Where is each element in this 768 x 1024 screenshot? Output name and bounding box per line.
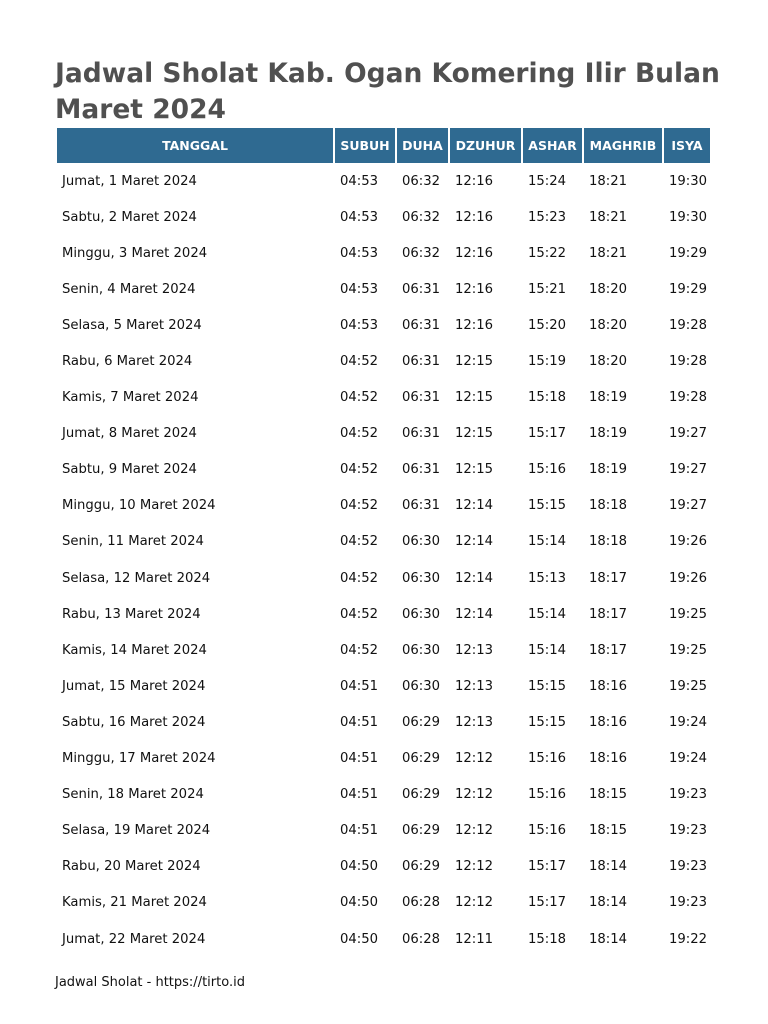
maghrib-cell: 18:20 [589,281,628,297]
subuh-cell: 04:52 [340,642,379,658]
date-cell: Kamis, 21 Maret 2024 [62,895,207,911]
maghrib-cell: 18:21 [589,209,628,225]
duha-cell: 06:30 [402,534,441,550]
duha-cell: 06:31 [402,426,441,442]
table-body [57,163,710,957]
dzuhur-cell: 12:14 [455,606,494,622]
isya-cell: 19:27 [669,498,708,514]
date-cell: Sabtu, 9 Maret 2024 [62,462,197,478]
table-row [57,307,710,343]
table-header [57,128,710,163]
date-cell: Rabu, 13 Maret 2024 [62,606,201,622]
date-cell: Minggu, 17 Maret 2024 [62,751,216,767]
subuh-cell: 04:52 [340,354,379,370]
isya-cell: 19:28 [669,390,708,406]
table-row [57,813,710,849]
dzuhur-cell: 12:16 [455,281,494,297]
subuh-cell: 04:51 [340,714,379,730]
ashar-cell: 15:18 [528,390,567,406]
table-row [57,596,710,632]
header-duha: DUHA [397,128,448,163]
header-row [57,128,710,163]
date-cell: Minggu, 10 Maret 2024 [62,498,216,514]
table-row [57,199,710,235]
table-row [57,885,710,921]
ashar-cell: 15:16 [528,823,567,839]
duha-cell: 06:31 [402,354,441,370]
ashar-cell: 15:17 [528,426,567,442]
ashar-cell: 15:24 [528,173,567,189]
isya-cell: 19:25 [669,678,708,694]
duha-cell: 06:30 [402,570,441,586]
isya-cell: 19:28 [669,317,708,333]
table-row [57,741,710,777]
ashar-cell: 15:15 [528,498,567,514]
duha-cell: 06:31 [402,317,441,333]
duha-cell: 06:32 [402,245,441,261]
table-row [57,380,710,416]
date-cell: Senin, 18 Maret 2024 [62,787,204,803]
date-cell: Jumat, 22 Maret 2024 [62,931,206,947]
dzuhur-cell: 12:14 [455,570,494,586]
table-row [57,921,710,957]
isya-cell: 19:24 [669,714,708,730]
isya-cell: 19:29 [669,281,708,297]
date-cell: Rabu, 6 Maret 2024 [62,354,193,370]
subuh-cell: 04:52 [340,426,379,442]
duha-cell: 06:30 [402,678,441,694]
ashar-cell: 15:16 [528,787,567,803]
maghrib-cell: 18:15 [589,787,628,803]
dzuhur-cell: 12:15 [455,390,494,406]
ashar-cell: 15:18 [528,931,567,947]
duha-cell: 06:29 [402,859,441,875]
date-cell: Selasa, 12 Maret 2024 [62,570,211,586]
subuh-cell: 04:51 [340,823,379,839]
isya-cell: 19:27 [669,462,708,478]
dzuhur-cell: 12:14 [455,498,494,514]
maghrib-cell: 18:21 [589,173,628,189]
duha-cell: 06:29 [402,751,441,767]
date-cell: Sabtu, 16 Maret 2024 [62,714,206,730]
header-dzuhur: DZUHUR [450,128,521,163]
isya-cell: 19:28 [669,354,708,370]
subuh-cell: 04:53 [340,317,379,333]
dzuhur-cell: 12:16 [455,245,494,261]
dzuhur-cell: 12:16 [455,209,494,225]
ashar-cell: 15:19 [528,354,567,370]
duha-cell: 06:28 [402,931,441,947]
dzuhur-cell: 12:11 [455,931,494,947]
dzuhur-cell: 12:12 [455,895,494,911]
subuh-cell: 04:50 [340,859,379,875]
ashar-cell: 15:22 [528,245,567,261]
dzuhur-cell: 12:13 [455,714,494,730]
duha-cell: 06:29 [402,787,441,803]
ashar-cell: 15:16 [528,462,567,478]
date-cell: Kamis, 7 Maret 2024 [62,390,199,406]
maghrib-cell: 18:18 [589,498,628,514]
dzuhur-cell: 12:13 [455,678,494,694]
subuh-cell: 04:52 [340,570,379,586]
dzuhur-cell: 12:16 [455,317,494,333]
duha-cell: 06:29 [402,714,441,730]
ashar-cell: 15:21 [528,281,567,297]
date-cell: Rabu, 20 Maret 2024 [62,859,201,875]
table-row [57,560,710,596]
dzuhur-cell: 12:12 [455,823,494,839]
duha-cell: 06:31 [402,498,441,514]
date-cell: Jumat, 1 Maret 2024 [62,173,197,189]
maghrib-cell: 18:16 [589,678,628,694]
table-row [57,452,710,488]
duha-cell: 06:31 [402,390,441,406]
isya-cell: 19:25 [669,606,708,622]
table-row [57,235,710,271]
subuh-cell: 04:52 [340,606,379,622]
maghrib-cell: 18:14 [589,895,628,911]
isya-cell: 19:24 [669,751,708,767]
table-row [57,777,710,813]
isya-cell: 19:23 [669,859,708,875]
date-cell: Kamis, 14 Maret 2024 [62,642,207,658]
date-cell: Selasa, 19 Maret 2024 [62,823,211,839]
maghrib-cell: 18:16 [589,751,628,767]
dzuhur-cell: 12:14 [455,534,494,550]
ashar-cell: 15:16 [528,751,567,767]
subuh-cell: 04:52 [340,534,379,550]
maghrib-cell: 18:14 [589,931,628,947]
duha-cell: 06:30 [402,642,441,658]
ashar-cell: 15:15 [528,714,567,730]
maghrib-cell: 18:15 [589,823,628,839]
ashar-cell: 15:17 [528,859,567,875]
ashar-cell: 15:14 [528,606,567,622]
ashar-cell: 15:23 [528,209,567,225]
subuh-cell: 04:53 [340,281,379,297]
subuh-cell: 04:51 [340,751,379,767]
date-cell: Jumat, 15 Maret 2024 [62,678,206,694]
footer-credit: Jadwal Sholat - https://tirto.id [55,975,245,990]
table-row [57,416,710,452]
ashar-cell: 15:14 [528,642,567,658]
isya-cell: 19:23 [669,895,708,911]
dzuhur-cell: 12:15 [455,426,494,442]
maghrib-cell: 18:17 [589,642,628,658]
date-cell: Senin, 11 Maret 2024 [62,534,204,550]
duha-cell: 06:31 [402,462,441,478]
duha-cell: 06:31 [402,281,441,297]
duha-cell: 06:29 [402,823,441,839]
maghrib-cell: 18:19 [589,426,628,442]
maghrib-cell: 18:20 [589,317,628,333]
isya-cell: 19:30 [669,173,708,189]
subuh-cell: 04:53 [340,209,379,225]
table-row [57,488,710,524]
subuh-cell: 04:53 [340,173,379,189]
subuh-cell: 04:52 [340,498,379,514]
date-cell: Sabtu, 2 Maret 2024 [62,209,197,225]
header-maghrib: MAGHRIB [584,128,662,163]
maghrib-cell: 18:18 [589,534,628,550]
maghrib-cell: 18:16 [589,714,628,730]
maghrib-cell: 18:17 [589,606,628,622]
table-row [57,632,710,668]
isya-cell: 19:23 [669,787,708,803]
dzuhur-cell: 12:13 [455,642,494,658]
table-row [57,704,710,740]
isya-cell: 19:25 [669,642,708,658]
duha-cell: 06:30 [402,606,441,622]
ashar-cell: 15:13 [528,570,567,586]
isya-cell: 19:26 [669,570,708,586]
dzuhur-cell: 12:16 [455,173,494,189]
subuh-cell: 04:51 [340,787,379,803]
subuh-cell: 04:52 [340,462,379,478]
duha-cell: 06:32 [402,173,441,189]
maghrib-cell: 18:19 [589,462,628,478]
subuh-cell: 04:53 [340,245,379,261]
subuh-cell: 04:50 [340,895,379,911]
ashar-cell: 15:15 [528,678,567,694]
subuh-cell: 04:51 [340,678,379,694]
maghrib-cell: 18:14 [589,859,628,875]
subuh-cell: 04:52 [340,390,379,406]
isya-cell: 19:22 [669,931,708,947]
isya-cell: 19:29 [669,245,708,261]
ashar-cell: 15:17 [528,895,567,911]
dzuhur-cell: 12:15 [455,462,494,478]
isya-cell: 19:26 [669,534,708,550]
table-row [57,668,710,704]
subuh-cell: 04:50 [340,931,379,947]
isya-cell: 19:30 [669,209,708,225]
header-subuh: SUBUH [335,128,395,163]
ashar-cell: 15:20 [528,317,567,333]
maghrib-cell: 18:17 [589,570,628,586]
maghrib-cell: 18:20 [589,354,628,370]
date-cell: Jumat, 8 Maret 2024 [62,426,197,442]
prayer-schedule-table [55,128,712,957]
table-row [57,271,710,307]
date-cell: Selasa, 5 Maret 2024 [62,317,202,333]
header-tanggal: TANGGAL [57,128,333,163]
header-ashar: ASHAR [523,128,582,163]
dzuhur-cell: 12:12 [455,859,494,875]
date-cell: Senin, 4 Maret 2024 [62,281,196,297]
header-isya: ISYA [664,128,710,163]
table-row [57,343,710,379]
isya-cell: 19:23 [669,823,708,839]
dzuhur-cell: 12:12 [455,751,494,767]
dzuhur-cell: 12:15 [455,354,494,370]
duha-cell: 06:32 [402,209,441,225]
maghrib-cell: 18:19 [589,390,628,406]
ashar-cell: 15:14 [528,534,567,550]
duha-cell: 06:28 [402,895,441,911]
maghrib-cell: 18:21 [589,245,628,261]
table-row [57,524,710,560]
dzuhur-cell: 12:12 [455,787,494,803]
date-cell: Minggu, 3 Maret 2024 [62,245,208,261]
table-row [57,163,710,199]
table-row [57,849,710,885]
isya-cell: 19:27 [669,426,708,442]
page-title: Jadwal Sholat Kab. Ogan Komering Ilir Bulan Maret 2024 [55,58,720,125]
